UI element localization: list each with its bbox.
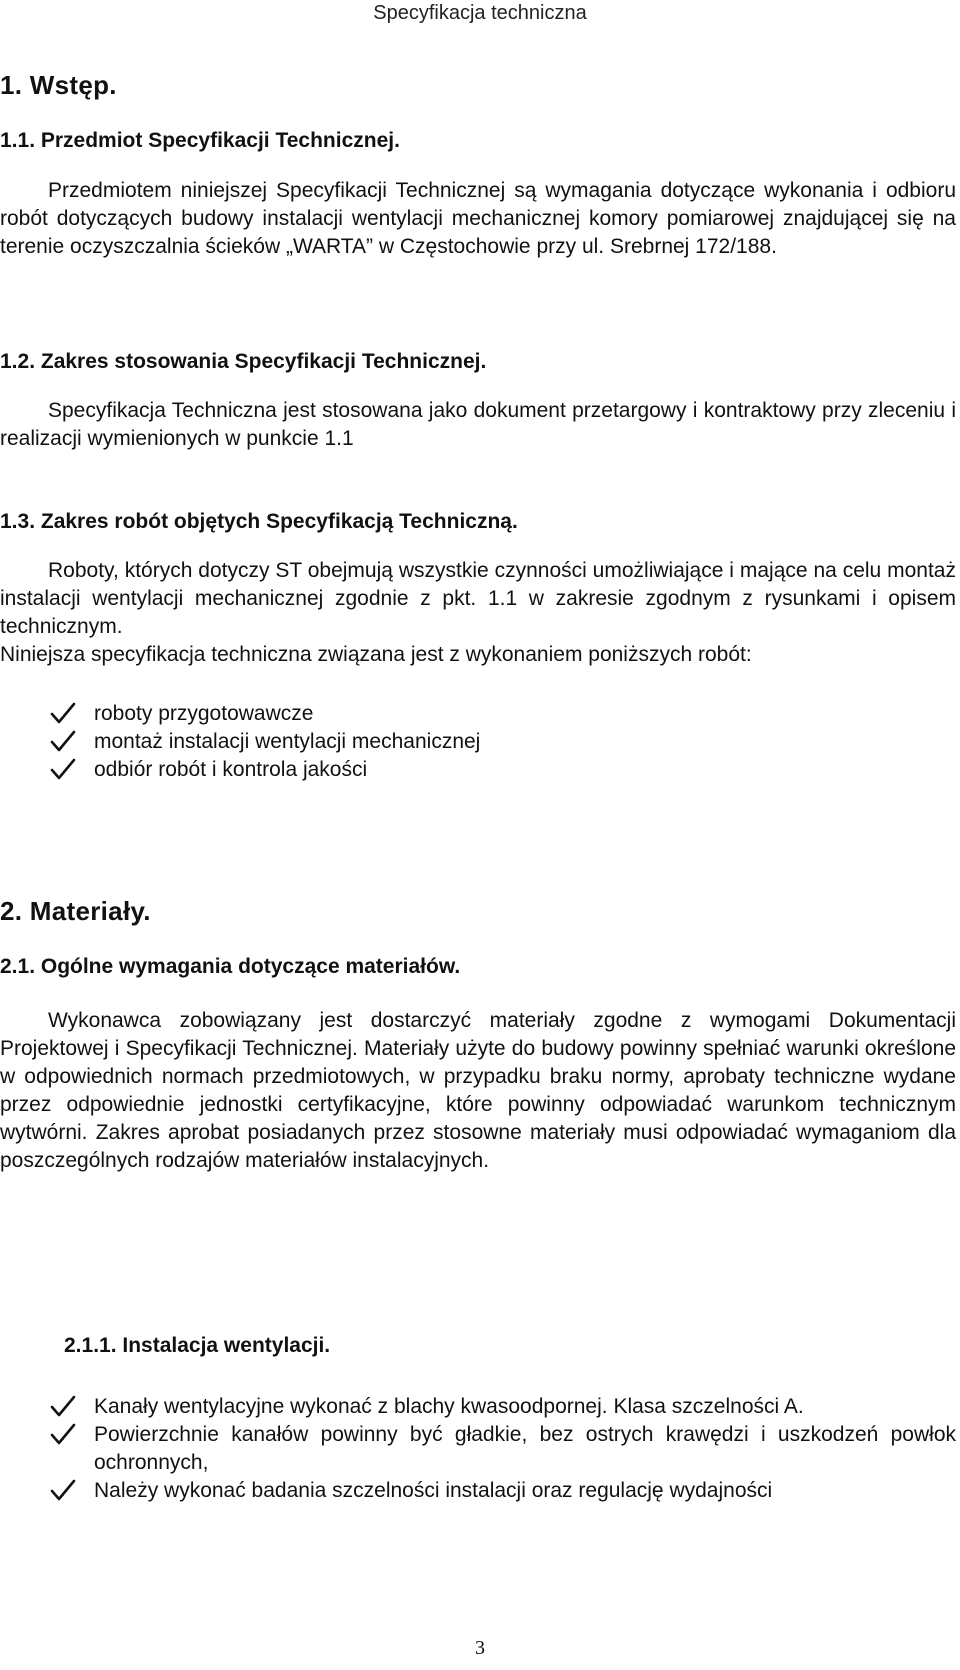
list-item (50, 756, 956, 784)
paragraph-1-3 (0, 557, 956, 669)
list-item-text: odbiór robót i kontrola jakości (94, 758, 368, 781)
paragraph-text: Specyfikacja Techniczna jest stosowana jako dokument przetargowy i kontraktowy przy zleceniu i realizacji wymienionych w punkcie 1.1 (0, 399, 956, 450)
list-item (50, 728, 956, 756)
section-heading-1: 1. Wstęp. (0, 70, 117, 100)
section-heading-2: 2. Materiały. (0, 896, 151, 926)
list-item-text: Powierzchnie kanałów powinny być gładkie, bez ostrych krawędzi i uszkodzeń powłok ochronnych, (94, 1423, 956, 1474)
list-item-text: Kanały wentylacyjne wykonać z blachy kwasoodpornej. Klasa szczelności A. (94, 1395, 804, 1418)
paragraph-text: Niniejsza specyfikacja techniczna związana jest z wykonaniem poniższych robót: (0, 643, 752, 666)
subsection-heading-1-3: 1.3. Zakres robót objętych Specyfikacją Techniczną. (0, 510, 518, 533)
list-item (50, 1477, 956, 1505)
checkmark-icon (50, 1394, 76, 1418)
list-item (50, 1393, 956, 1421)
list-item (50, 1421, 956, 1477)
checkmark-icon (50, 729, 76, 753)
subsection-heading-1-2: 1.2. Zakres stosowania Specyfikacji Technicznej. (0, 350, 487, 373)
paragraph-text: Roboty, których dotyczy ST obejmują wszystkie czynności umożliwiające i mające na celu montaż instalacji wentylacji mechanicznej zgodnie z pkt. 1.1 w zakresie zgodnym z rysunkami i opisem technicznym. (0, 559, 956, 638)
list-item (50, 700, 956, 728)
checkmark-icon (50, 1478, 76, 1502)
checkmark-icon (50, 1422, 76, 1446)
paragraph-text: Wykonawca zobowiązany jest dostarczyć materiały zgodne z wymogami Dokumentacji Projektowej i Specyfikacji Technicznej. Materiały użyte do budowy powinny spełniać warunki określone w odpowiednich normach przedmiotowych, w przypadku braku normy, aprobaty techniczne wydane przez odpowiednie jednostki certyfikacyjne, które powinny odpowiadać warunkom technicznym wytwórni. Zakres aprobat posiadanych przez stosowne materiały musi odpowiadać wymaganiom dla poszczególnych rodzajów materiałów instalacyjnych. (0, 1009, 956, 1172)
subsection-heading-2-1-1: 2.1.1. Instalacja wentylacji. (64, 1334, 331, 1357)
list-item-text: roboty przygotowawcze (94, 702, 314, 725)
checkmark-icon (50, 757, 76, 781)
checkmark-icon (50, 701, 76, 725)
running-header: Specyfikacja techniczna (373, 2, 587, 24)
subsection-heading-1-1: 1.1. Przedmiot Specyfikacji Technicznej. (0, 129, 400, 152)
paragraph-1-2 (0, 397, 956, 453)
subsection-heading-2-1: 2.1. Ogólne wymagania dotyczące materiałów. (0, 955, 461, 978)
list-item-text: montaż instalacji wentylacji mechanicznej (94, 730, 481, 753)
works-checklist (50, 700, 956, 784)
page-number: 3 (475, 1637, 485, 1659)
paragraph-text: Przedmiotem niniejszej Specyfikacji Technicznej są wymagania dotyczące wykonania i odbioru robót dotyczących budowy instalacji wentylacji mechanicznej komory pomiarowej znajdującej się na terenie oczyszczalnia ścieków „WARTA” w Częstochowie przy ul. Srebrnej 172/188. (0, 179, 956, 258)
paragraph-2-1 (0, 1007, 956, 1175)
paragraph-1-1 (0, 177, 956, 261)
list-item-text: Należy wykonać badania szczelności instalacji oraz regulację wydajności (94, 1479, 773, 1502)
ventilation-checklist (50, 1393, 956, 1505)
